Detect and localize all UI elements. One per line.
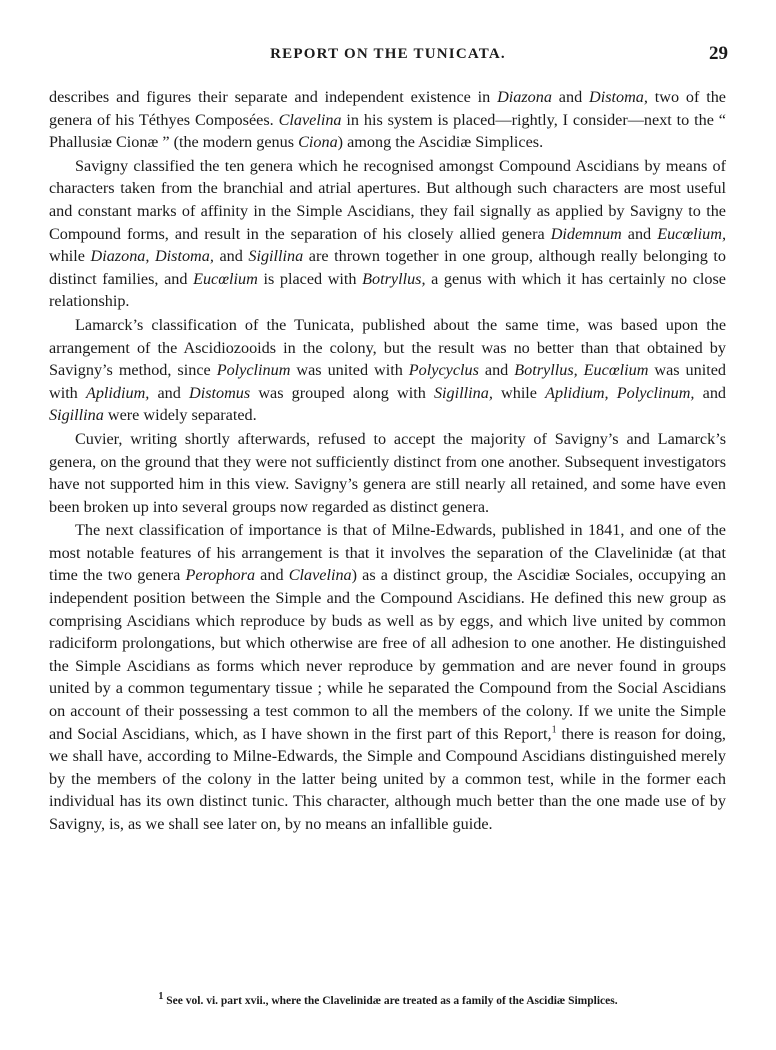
italic-term: Distomus (189, 383, 251, 402)
italic-term: Clavelina (288, 566, 352, 585)
text-run: a genus with which it has certainly no close relationship. (49, 269, 726, 311)
italic-term: Botryllus, (362, 269, 426, 288)
italic-term: Ciona (298, 133, 338, 152)
paragraph (49, 86, 726, 154)
text-run: Cuvier, writing shortly afterwards, refused to accept the majority of Savigny’s and Lamarck’s genera, on the ground that they were not sufficiently distinct from one another. Subsequent investigators have not supported him in this view. Savigny’s genera are still nearly all retained, and some have even been broken up into several groups now regarded as distinct genera. (49, 429, 726, 516)
page-header (48, 43, 728, 70)
running-title: REPORT ON THE TUNICATA. (270, 46, 506, 62)
text-run: in his system is placed—rightly, I consider—next to the “ Phallusiæ Cionæ ” (the modern genus (49, 110, 726, 152)
italic-term: Sigillina (49, 406, 104, 425)
text-run: there is reason for doing, we shall have, according to Milne-Edwards, the Simple and Compound Ascidians distinguished merely by the members of the colony in the latter being united by a common test, while in the former each individual has its own distinct tunic. This character, although much better than the one made use of by Savigny, is, as we shall see later on, by no means an infallible guide. (49, 724, 726, 833)
text-run: The next classification of importance is that of Milne-Edwards, published in 1841, and one of the most notable features of his arrangement is that it involves the separation of the Clavelinidæ (at that time the two genera (49, 521, 726, 585)
paragraph (49, 428, 726, 518)
text-run: while (49, 247, 91, 266)
footnote-reference: 1 (551, 724, 557, 736)
italic-term: Aplidium, Polyclinum, (545, 383, 695, 402)
text-run: and (694, 383, 727, 402)
text-run: and (551, 88, 590, 106)
italic-term: Aplidium, (85, 383, 150, 402)
italic-term: Sigillina, (433, 383, 493, 402)
text-run: while (492, 383, 546, 402)
italic-term: Diazona, Distoma, (90, 247, 214, 266)
text-run: and (478, 361, 515, 380)
text-run: ) among the Ascidiæ Simplices. (337, 133, 544, 152)
paragraph (49, 314, 726, 427)
italic-term: Distoma, (589, 88, 648, 106)
text-run: and (255, 566, 289, 585)
text-run: Savigny classified the ten genera which he recognised amongst Compound Ascidians by means of characters taken from the branchial and atrial apertures. But although such characters are most useful and constant marks of affinity in the Simple Ascidians, they fail signally as applied by Savigny to the Compound forms, and result in the separation of his closely allied genera (49, 156, 726, 243)
italic-term: Clavelina (278, 110, 342, 129)
text-run: were widely separated. (103, 406, 257, 425)
text-run: ) as a distinct group, the Ascidiæ Sociales, occupying an independent position between the Simple and the Compound Ascidians. He defined this new group as comprising Ascidians which reproduce by buds as well as by eggs, and which live united by common radiciform prolongations, but which otherwise are free of all adhesion to one another. He distinguished the Simple Ascidians as forms which never reproduce by gemmation and are never found in groups united by a common tegumentary tissue ; while he separated the Compound from the Social Ascidians on account of their possessing a test common to all the members of the colony. If we unite the Simple and Social Ascidians, which, as I have shown in the first part of this Report, (49, 566, 726, 743)
text-run: was united with (49, 361, 727, 402)
text-run: was grouped along with (250, 383, 434, 402)
footnote (0, 991, 776, 1007)
footnote-text: See vol. vi. part xvii., where the Clavelinidæ are treated as a family of the Ascidiæ Simplices. (163, 995, 618, 1007)
page-number: 29 (709, 43, 728, 64)
text-run: and (621, 224, 658, 243)
text-run: and (213, 247, 249, 266)
text-run: two of the genera of his Téthyes Composées. (49, 88, 726, 129)
italic-term: Eucœlium (193, 269, 258, 288)
italic-term: Sigillina (248, 247, 304, 266)
italic-term: Diazona (497, 88, 552, 106)
text-run: was united with (290, 361, 409, 380)
italic-term: Botryllus, Eucœlium (514, 361, 649, 380)
paragraph (49, 155, 726, 313)
text-run: and (149, 383, 190, 402)
italic-term: Polyclinum (216, 361, 291, 380)
italic-term: Polycyclus (408, 361, 479, 380)
italic-term: Perophora (185, 566, 256, 585)
text-run: Lamarck’s classification of the Tunicata, published about the same time, was based upon the arrangement of the Ascidiozooids in the colony, but the result was no better than that obtained by Savigny’s method, since (49, 315, 726, 380)
paragraph (49, 519, 726, 835)
italic-term: Eucœlium, (657, 224, 726, 243)
text-run: is placed with (257, 269, 363, 288)
footnote-marker: 1 (158, 991, 164, 1003)
body-text (49, 86, 726, 836)
italic-term: Didemnum (550, 224, 622, 243)
text-run: describes and figures their separate and independent existence in (49, 88, 498, 106)
text-run: are thrown together in one group, although really belonging to distinct families, and (49, 247, 727, 288)
